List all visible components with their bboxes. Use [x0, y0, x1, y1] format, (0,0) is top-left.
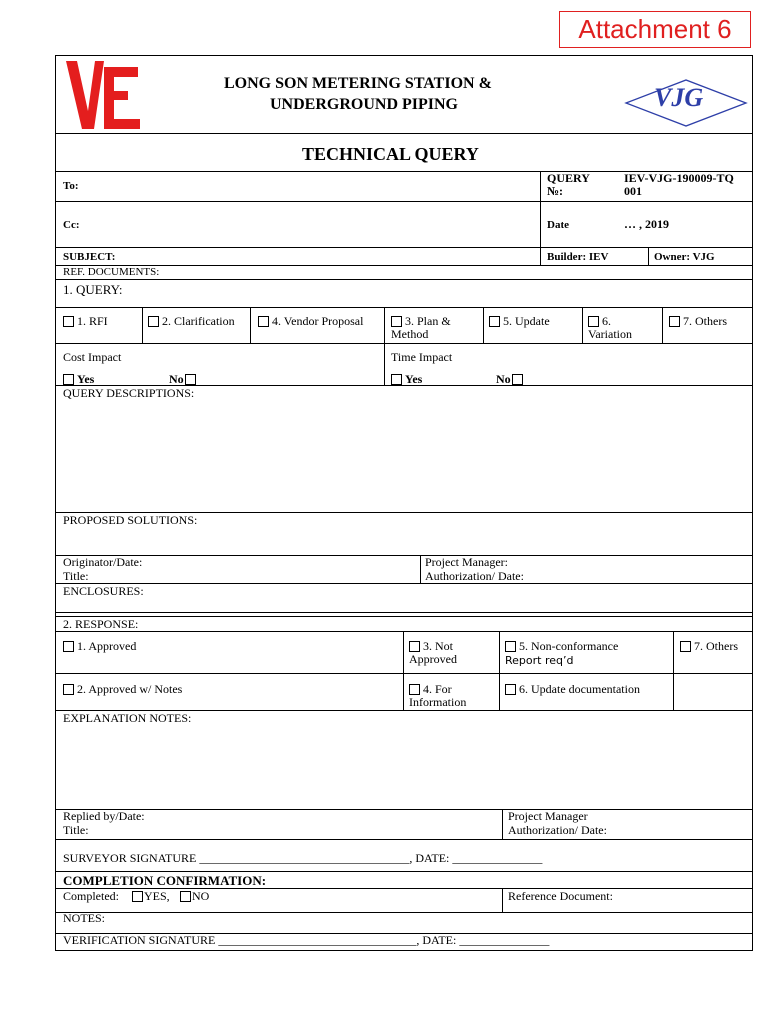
response-approved-notes[interactable]: 2. Approved w/ Notes	[63, 683, 182, 696]
date-label: Date	[547, 219, 569, 231]
response-section-title: 2. RESPONSE:	[63, 617, 139, 631]
checkbox[interactable]	[391, 316, 402, 327]
builder-label: Builder: IEV	[547, 251, 609, 263]
query-type-clarification[interactable]: 2. Clarification	[148, 315, 235, 328]
query-type-plan-method[interactable]: 3. Plan & Method	[391, 314, 451, 341]
notes-label: NOTES:	[63, 911, 105, 925]
query-type-variation[interactable]: 6. Variation	[588, 314, 632, 341]
response-others[interactable]: 7. Others	[680, 640, 740, 653]
response-non-conformance[interactable]: 5. Non-conformance	[505, 640, 618, 653]
checkbox[interactable]	[505, 641, 516, 652]
proposed-solutions-label: PROPOSED SOLUTIONS:	[63, 513, 198, 527]
response-approved[interactable]: 1. Approved	[63, 640, 136, 653]
checkbox[interactable]	[63, 684, 74, 695]
query-type-others[interactable]: 7. Others	[669, 315, 727, 328]
checkbox[interactable]	[505, 684, 516, 695]
checkbox[interactable]	[409, 684, 420, 695]
query-type-rfi[interactable]: 1. RFI	[63, 315, 108, 328]
completed-label: Completed:	[63, 889, 119, 903]
response-project-manager-label: Project Manager	[508, 809, 588, 823]
query-type-update[interactable]: 5. Update	[489, 315, 550, 328]
checkbox[interactable]	[680, 641, 691, 652]
checkbox[interactable]	[63, 374, 74, 385]
owner-label: Owner: VJG	[654, 251, 715, 263]
project-manager-label: Project Manager:	[425, 555, 508, 569]
verification-signature-line: VERIFICATION SIGNATURE _________________________________, DATE: _______________	[63, 933, 550, 947]
response-authorization-label: Authorization/ Date:	[508, 823, 607, 837]
checkbox[interactable]	[669, 316, 680, 327]
form-title: TECHNICAL QUERY	[302, 144, 479, 164]
checkbox[interactable]	[489, 316, 500, 327]
attachment-label: Attachment 6	[559, 11, 751, 48]
project-title-line1: LONG SON METERING STATION &	[224, 75, 492, 92]
cost-impact-no[interactable]: No	[169, 373, 199, 386]
checkbox[interactable]	[63, 316, 74, 327]
checkbox[interactable]	[588, 316, 599, 327]
date-value: … , 2019	[624, 217, 669, 231]
replied-title-label: Title:	[63, 823, 89, 837]
checkbox[interactable]	[185, 374, 196, 385]
query-no-label: QUERY №:	[547, 171, 590, 198]
completed-no[interactable]: NO	[180, 890, 209, 903]
response-update-documentation[interactable]: 6. Update documentation	[505, 683, 640, 696]
checkbox[interactable]	[63, 641, 74, 652]
reference-document-label: Reference Document:	[508, 889, 613, 903]
vjg-logo-text: VJG	[654, 83, 704, 112]
technical-query-form	[55, 55, 753, 951]
checkbox[interactable]	[391, 374, 402, 385]
ref-documents-label: REF. DOCUMENTS:	[63, 266, 160, 278]
response-report-required: Report req’d	[505, 654, 574, 667]
replied-by-label: Replied by/Date:	[63, 809, 145, 823]
query-descriptions-label: QUERY DESCRIPTIONS:	[63, 386, 195, 400]
response-not-approved[interactable]: 3. Not Approved	[409, 639, 457, 666]
query-no-value: IEV-VJG-190009-TQ001	[624, 171, 734, 198]
checkbox[interactable]	[180, 891, 191, 902]
subject-label: SUBJECT:	[63, 251, 116, 263]
checkbox[interactable]	[148, 316, 159, 327]
iev-logo	[66, 61, 144, 129]
query-type-vendor-proposal[interactable]: 4. Vendor Proposal	[258, 315, 363, 328]
originator-label: Originator/Date:	[63, 555, 143, 569]
time-impact-yes[interactable]: Yes	[391, 373, 422, 386]
cost-impact-label: Cost Impact	[63, 350, 122, 364]
checkbox[interactable]	[258, 316, 269, 327]
originator-title-label: Title:	[63, 569, 89, 583]
completed-yes[interactable]: YES,	[132, 890, 170, 903]
project-title-line2: UNDERGROUND PIPING	[270, 96, 458, 113]
time-impact-no[interactable]: No	[496, 373, 526, 386]
surveyor-signature-line: SURVEYOR SIGNATURE ___________________________________, DATE: _______________	[63, 851, 543, 865]
checkbox[interactable]	[132, 891, 143, 902]
authorization-label: Authorization/ Date:	[425, 569, 524, 583]
cost-impact-yes[interactable]: Yes	[63, 373, 94, 386]
time-impact-label: Time Impact	[391, 350, 453, 364]
to-label: To:	[63, 180, 79, 192]
explanation-notes-label: EXPLANATION NOTES:	[63, 711, 192, 725]
checkbox[interactable]	[409, 641, 420, 652]
query-section-title: 1. QUERY:	[63, 282, 123, 297]
response-for-information[interactable]: 4. For Information	[409, 682, 467, 709]
enclosures-label: ENCLOSURES:	[63, 584, 144, 598]
cc-label: Cc:	[63, 219, 80, 231]
completion-title: COMPLETION CONFIRMATION:	[63, 873, 267, 888]
checkbox[interactable]	[512, 374, 523, 385]
